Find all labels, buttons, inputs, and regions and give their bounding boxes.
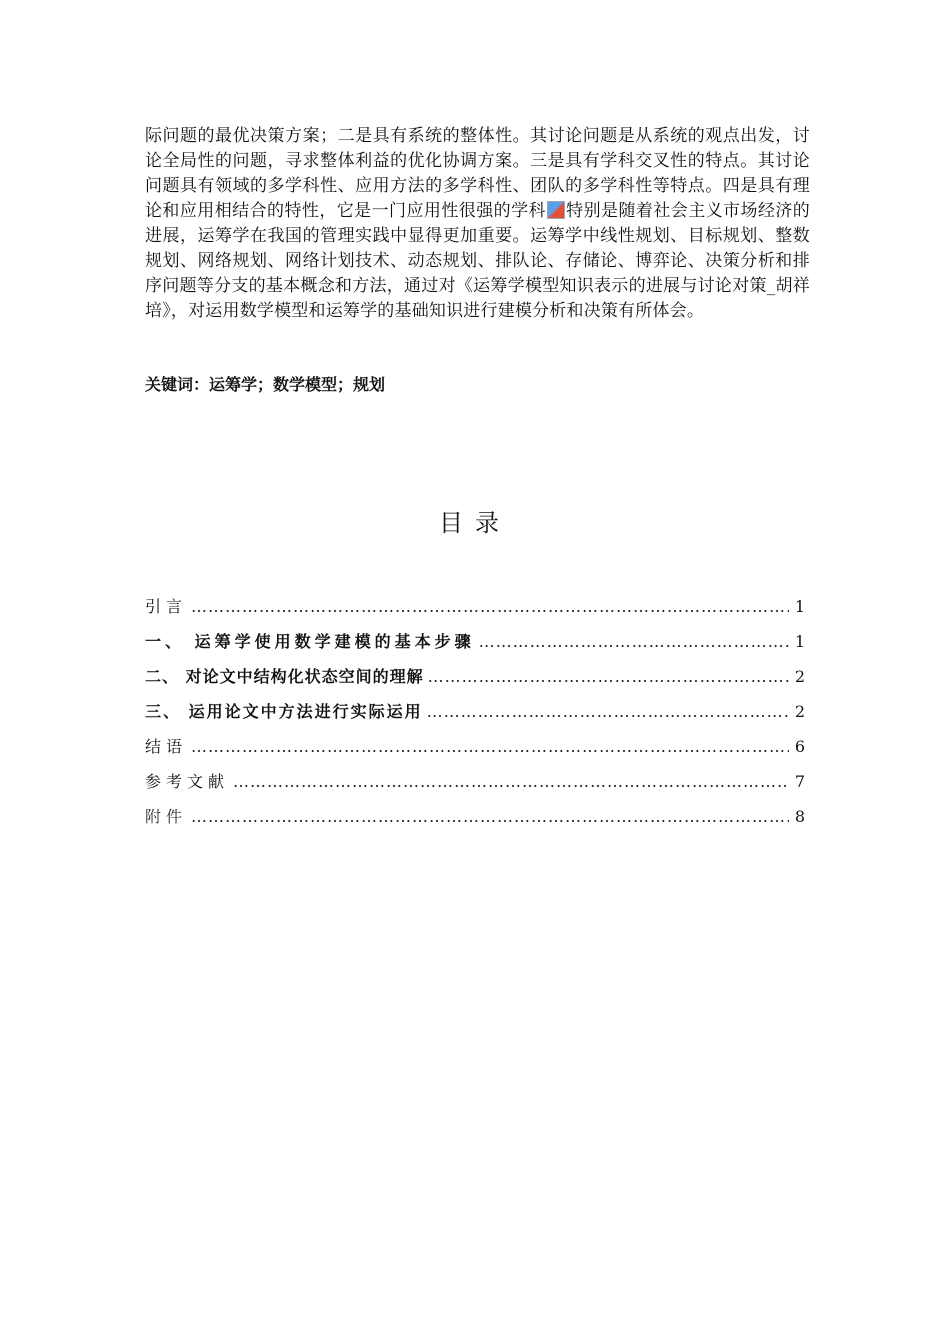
- toc-entry-page: 6: [794, 737, 805, 756]
- toc-entry-label: 附件: [145, 807, 188, 826]
- table-of-contents: [145, 596, 805, 841]
- toc-title: 目录: [439, 509, 511, 537]
- toc-entry-page: 7: [794, 772, 805, 791]
- toc-leader-dots: [191, 806, 789, 828]
- toc-entry-label: 引言: [145, 597, 188, 616]
- toc-entry-label: 三、 运用论文中方法进行实际运用: [145, 702, 423, 721]
- abstract-paragraph: [145, 124, 810, 324]
- broken-image-icon: [547, 201, 565, 219]
- toc-entry-page: 1: [794, 597, 805, 616]
- abstract-text-part1: 际问题的最优决策方案；二是具有系统的整体性。其讨论问题是从系统的观点出发，讨论全局性的问题，寻求整体利益的优化协调方案。三是具有学科交叉性的特点。其讨论问题具有领域的多学科性、应用方法的多学科性、团队的多学科性等特点。四是具有理论和应用相结合的特性，它是一门应用性很强的学科: [145, 126, 810, 221]
- toc-leader-dots: [233, 771, 789, 793]
- toc-entry-label: 一、 运筹学使用数学建模的基本步骤: [145, 632, 475, 651]
- toc-entry-page: 8: [794, 807, 805, 826]
- toc-entry-introduction[interactable]: [145, 596, 805, 631]
- toc-entry-references[interactable]: [145, 771, 805, 806]
- toc-entry-section-3[interactable]: [145, 701, 805, 736]
- abstract-text: [145, 124, 810, 324]
- toc-entry-label: 参考文献: [145, 772, 230, 791]
- toc-entry-label: 结语: [145, 737, 188, 756]
- toc-entry-label: 二、 对论文中结构化状态空间的理解: [145, 667, 424, 686]
- keywords-line: 关键词：运筹学；数学模型；规划: [145, 375, 386, 394]
- toc-leader-dots: [191, 736, 789, 758]
- toc-leader-dots: [191, 596, 789, 618]
- toc-entry-page: 2: [794, 667, 805, 686]
- toc-entry-appendix[interactable]: [145, 806, 805, 841]
- toc-entry-conclusion[interactable]: [145, 736, 805, 771]
- toc-entry-page: 2: [794, 702, 805, 721]
- toc-entry-page: 1: [794, 632, 805, 651]
- abstract-text-part2: 特别是随着社会主义市场经济的进展，运筹学在我国的管理实践中显得更加重要。运筹学中线性规划、目标规划、整数规划、网络规划、网络计划技术、动态规划、排队论、存储论、博弈论、决策分析和排序问题等分支的基本概念和方法，通过对《运筹学模型知识表示的进展与讨论对策_胡祥培》，对运用数学模型和运筹学的基础知识进行建模分析和决策有所体会。: [145, 201, 810, 321]
- toc-leader-dots: [427, 701, 789, 723]
- toc-leader-dots: [428, 666, 789, 688]
- toc-entry-section-1[interactable]: [145, 631, 805, 666]
- toc-entry-section-2[interactable]: [145, 666, 805, 701]
- toc-leader-dots: [479, 631, 789, 653]
